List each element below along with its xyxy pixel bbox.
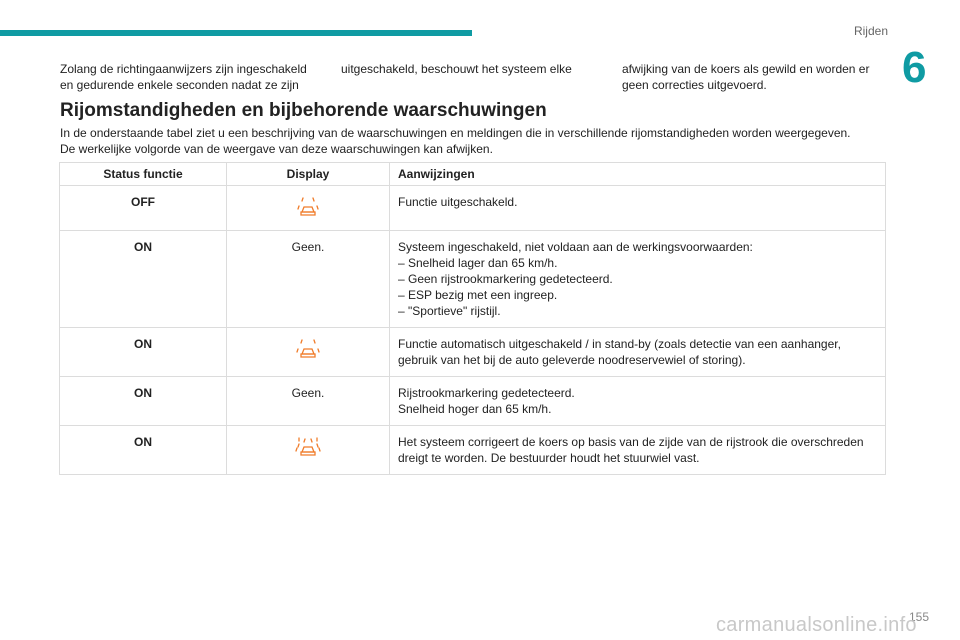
section-name: Rijden xyxy=(853,24,888,38)
lane-keep-standby-icon xyxy=(295,338,321,360)
chapter-number: 6 xyxy=(902,43,927,92)
table-body xyxy=(60,186,886,475)
display-cell xyxy=(227,231,390,328)
description-line-2: De werkelijke volgorde van de weergave van deze waarschuwingen kan afwijken. xyxy=(60,141,493,156)
note-line xyxy=(398,434,877,466)
note-line xyxy=(398,336,877,368)
note-text: Het systeem corrigeert de koers op basis van de zijde van de rijstrook die overschreden dreigt te worden. De bestuurder houdt het stuurwiel vast. xyxy=(398,435,864,465)
note-text: Snelheid hoger dan 65 km/h. xyxy=(398,402,552,416)
page-number: 155 xyxy=(908,610,929,624)
header-status: Status functie xyxy=(60,163,227,186)
note-line xyxy=(398,255,877,271)
dash-bullet: – xyxy=(398,272,405,286)
table-row xyxy=(60,231,886,328)
dash-bullet: – xyxy=(398,288,405,302)
display-text: Geen. xyxy=(291,386,325,400)
section-description xyxy=(60,126,890,157)
table-row xyxy=(60,426,886,475)
table-row xyxy=(60,186,886,231)
table-header-row xyxy=(60,163,886,186)
lane-keep-off-icon xyxy=(295,196,321,218)
notes-cell xyxy=(390,186,886,231)
note-text: ESP bezig met een ingreep. xyxy=(408,288,558,302)
intro-text-col1: Zolang de richtingaanwijzers zijn ingeschakeld en gedurende enkele seconden nadat ze zijn xyxy=(60,62,307,92)
display-text: Geen. xyxy=(291,240,325,254)
note-line xyxy=(398,287,877,303)
note-line xyxy=(398,303,877,319)
status-cell: ON xyxy=(60,328,227,377)
warnings-table xyxy=(59,162,886,475)
notes-cell xyxy=(390,426,886,475)
status-cell: ON xyxy=(60,426,227,475)
table-row xyxy=(60,377,886,426)
notes-cell xyxy=(390,377,886,426)
dash-bullet: – xyxy=(398,304,405,318)
note-line xyxy=(398,271,877,287)
note-text: Systeem ingeschakeld, niet voldaan aan de werkingsvoorwaarden: xyxy=(398,240,753,254)
note-line xyxy=(398,401,877,417)
notes-cell xyxy=(390,231,886,328)
display-cell xyxy=(227,426,390,475)
note-line xyxy=(398,239,877,255)
header-display: Display xyxy=(227,163,390,186)
section-title: Rijomstandigheden en bijbehorende waarschuwingen xyxy=(60,100,547,121)
intro-text-col3: afwijking van de koers als gewild en worden er geen correcties uitgevoerd. xyxy=(622,62,870,92)
note-text: Functie uitgeschakeld. xyxy=(398,195,518,209)
note-text: Functie automatisch uitgeschakeld / in stand-by (zoals detectie van een aanhanger, gebruik van het bij de auto geleverde noodreservewiel of storing). xyxy=(398,337,841,367)
note-text: "Sportieve" rijstijl. xyxy=(408,304,501,318)
intro-text-col2: uitgeschakeld, beschouwt het systeem elke xyxy=(341,62,572,76)
status-cell: ON xyxy=(60,231,227,328)
chapter-color-bar xyxy=(0,30,472,36)
description-line-1: In de onderstaande tabel ziet u een beschrijving van de waarschuwingen en meldingen die in verschillende rijomstandigheden worden weergegeven. xyxy=(60,126,851,140)
status-cell: ON xyxy=(60,377,227,426)
display-cell xyxy=(227,186,390,231)
note-text: Rijstrookmarkering gedetecteerd. xyxy=(398,386,575,400)
note-text: Geen rijstrookmarkering gedetecteerd. xyxy=(408,272,613,286)
header-notes: Aanwijzingen xyxy=(390,163,886,186)
dash-bullet: – xyxy=(398,256,405,270)
watermark: carmanualsonline.info xyxy=(716,614,917,636)
note-line xyxy=(398,385,877,401)
table-row xyxy=(60,328,886,377)
status-cell: OFF xyxy=(60,186,227,231)
note-line xyxy=(398,194,877,210)
notes-cell xyxy=(390,328,886,377)
lane-keep-active-icon xyxy=(295,436,321,458)
note-text: Snelheid lager dan 65 km/h. xyxy=(408,256,558,270)
display-cell xyxy=(227,328,390,377)
display-cell xyxy=(227,377,390,426)
